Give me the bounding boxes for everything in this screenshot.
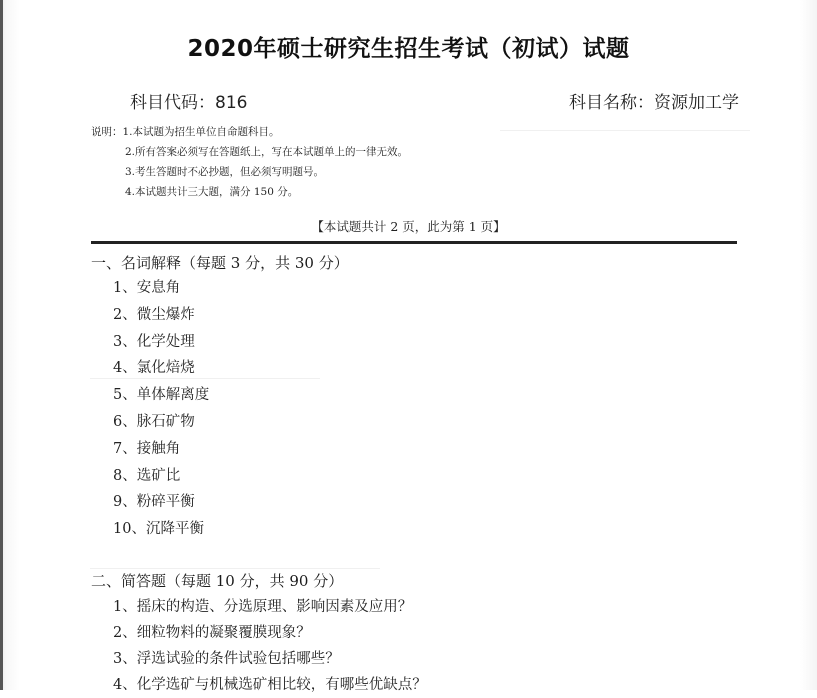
term-item: 6、脉石矿物 bbox=[113, 413, 195, 430]
term-item: 4、氯化焙烧 bbox=[113, 360, 195, 377]
section-1-list bbox=[113, 275, 209, 543]
question-item: 3、浮选试验的条件试验包括哪些？ bbox=[113, 651, 340, 667]
term-item: 7、接触角 bbox=[113, 440, 181, 457]
question-item: 1、摇床的构造、分选原理、影响因素及应用？ bbox=[113, 599, 413, 615]
page-edge-shadow bbox=[0, 0, 3, 690]
exam-title: 2020年硕士研究生招生考试（初试）试题 bbox=[187, 36, 630, 62]
question-item: 2、细粒物料的凝聚覆膜现象？ bbox=[113, 625, 311, 641]
subject-code: 科目代码：816 bbox=[130, 93, 248, 113]
scan-artifact bbox=[90, 568, 380, 569]
scan-artifact bbox=[90, 378, 320, 379]
divider-rule bbox=[91, 241, 737, 244]
term-item: 8、选矿比 bbox=[113, 467, 181, 484]
section-2-title: 二、简答题（每题 10 分，共 90 分） bbox=[91, 572, 344, 590]
scan-artifact bbox=[500, 130, 750, 131]
term-item: 10、沉降平衡 bbox=[113, 521, 204, 538]
term-item: 3、化学处理 bbox=[113, 333, 195, 350]
term-item: 9、粉碎平衡 bbox=[113, 494, 195, 511]
section-1-title: 一、名词解释（每题 3 分，共 30 分） bbox=[91, 254, 349, 272]
question-item: 4、化学选矿与机械选矿相比较，有哪些优缺点？ bbox=[113, 677, 427, 693]
section-2-list bbox=[113, 594, 427, 698]
instructions bbox=[91, 122, 408, 202]
instruction-1: 说明：1.本试题为招生单位自命题科目。 bbox=[91, 126, 280, 138]
term-item: 2、微尘爆炸 bbox=[113, 306, 195, 323]
instruction-3: 3.考生答题时不必抄题，但必须写明题号。 bbox=[125, 166, 325, 178]
page-info: 【本试题共计 2 页，此为第 1 页】 bbox=[311, 219, 506, 234]
subject-name: 科目名称：资源加工学 bbox=[569, 93, 739, 113]
term-item: 1、安息角 bbox=[113, 280, 181, 296]
term-item: 5、单体解离度 bbox=[113, 387, 210, 404]
instruction-2: 2.所有答案必须写在答题纸上，写在本试题单上的一律无效。 bbox=[125, 146, 409, 158]
instruction-4: 4.本试题共计三大题，满分 150 分。 bbox=[125, 186, 299, 198]
